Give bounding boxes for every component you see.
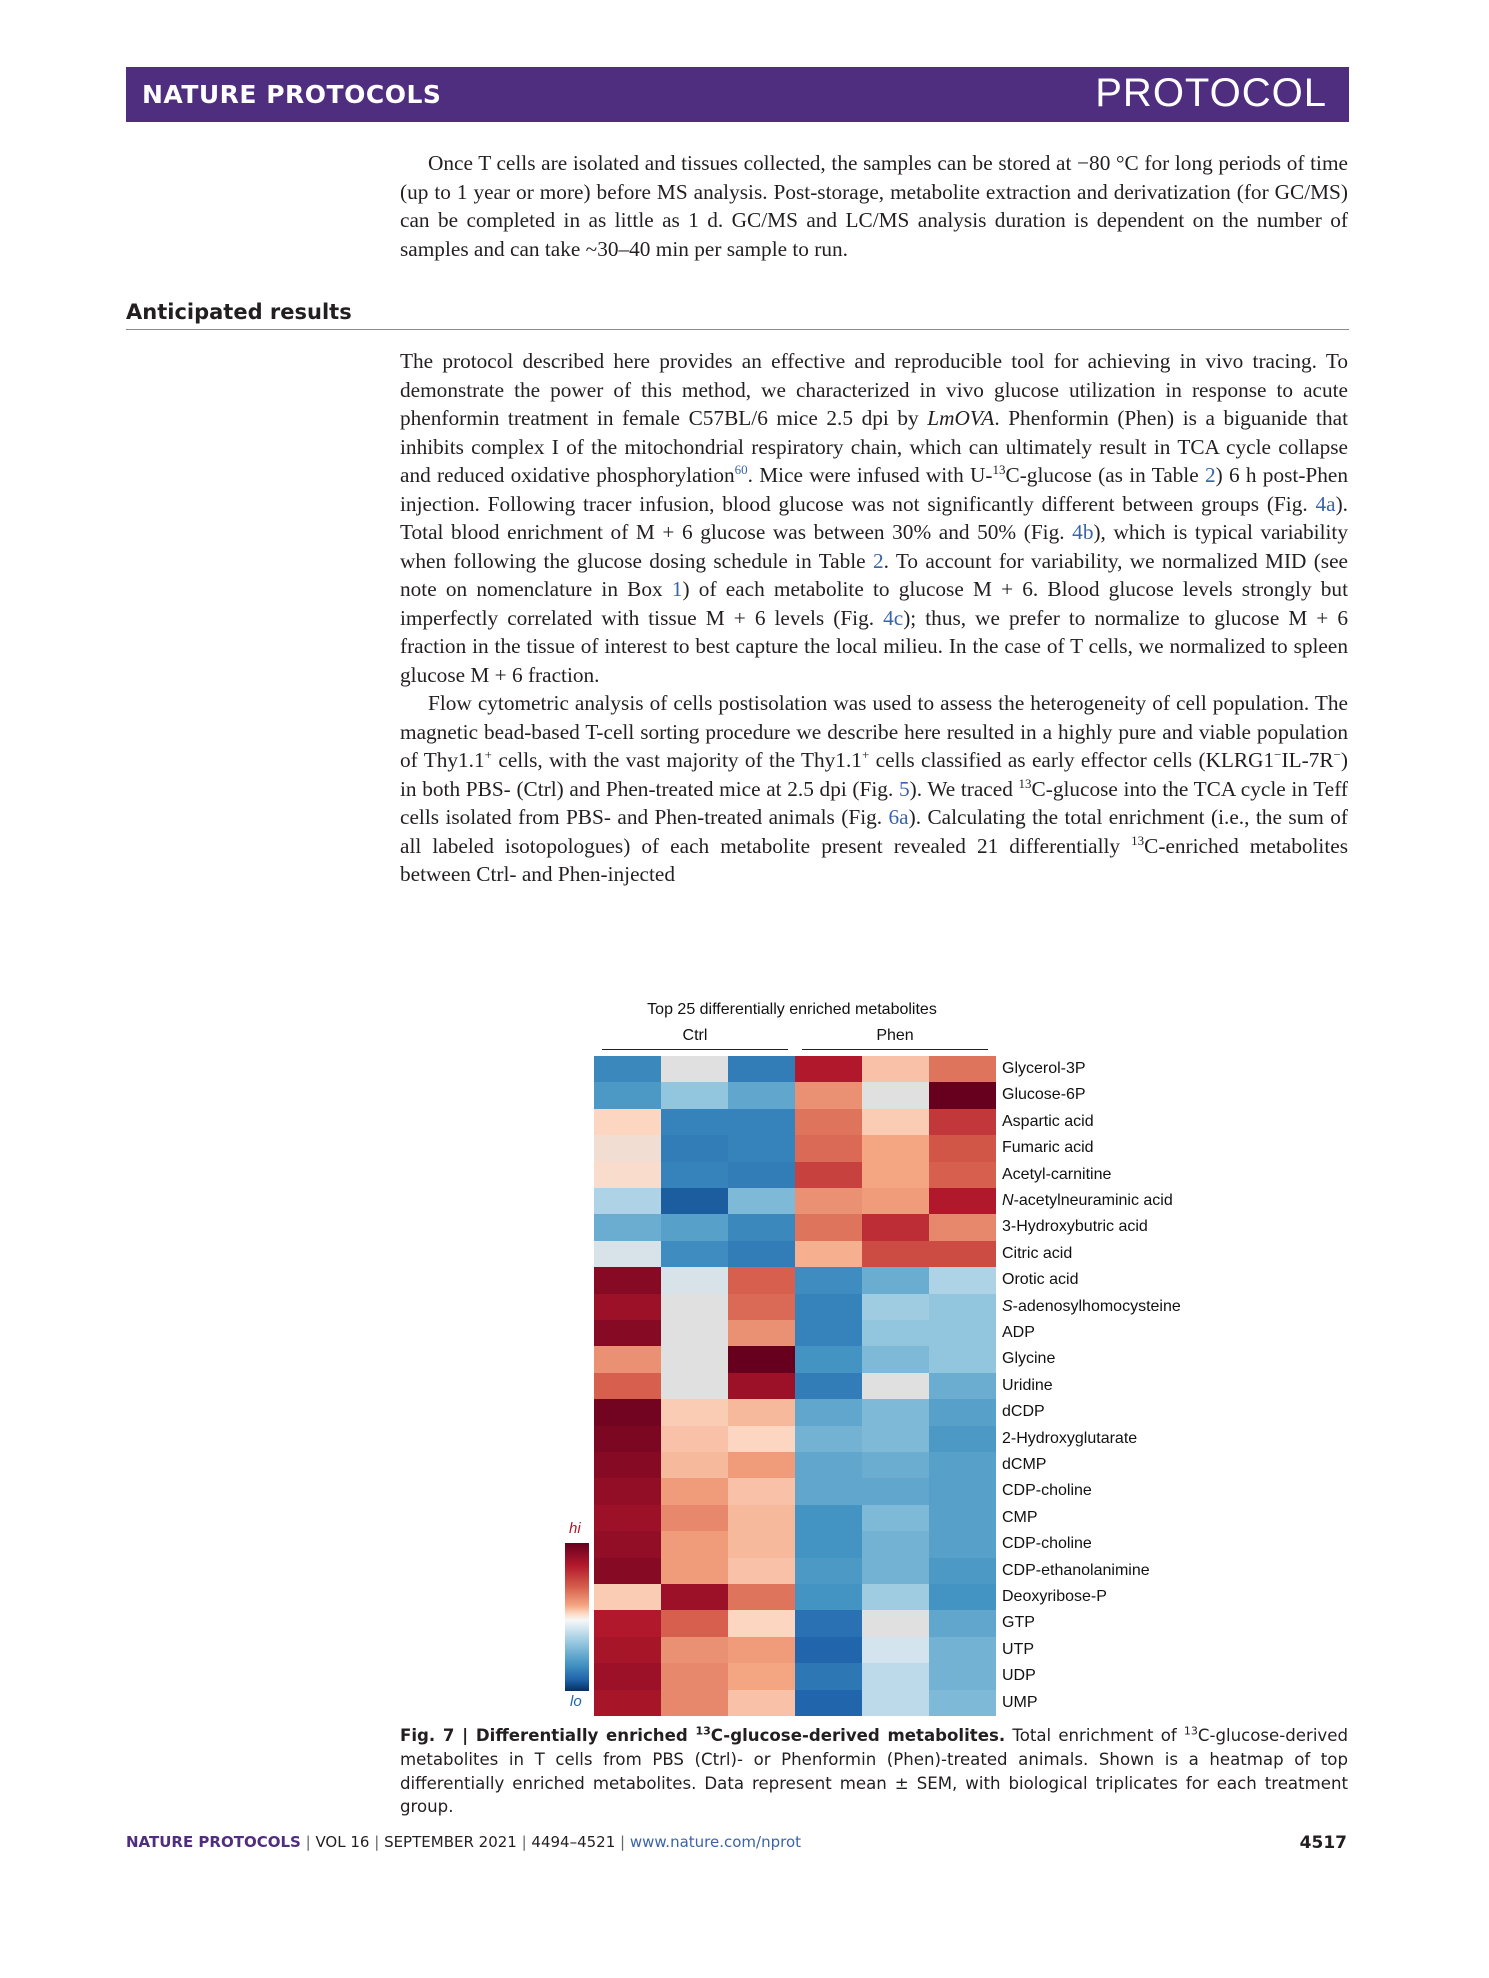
heatmap-cell bbox=[795, 1294, 862, 1320]
heatmap-cell bbox=[795, 1426, 862, 1452]
heatmap-cell bbox=[594, 1294, 661, 1320]
heatmap-cell bbox=[795, 1346, 862, 1372]
heatmap-cell bbox=[862, 1373, 929, 1399]
heatmap-cell bbox=[929, 1346, 996, 1372]
heatmap-cell bbox=[728, 1214, 795, 1240]
intro-paragraph: Once T cells are isolated and tissues collected, the samples can be stored at −80 °C for long periods of time (up to 1 year or more) before MS analysis. Post-storage, metabolite extraction and derivatization (for GC/MS) can be completed in as little as 1 d. GC/MS and LC/MS analysis duration is dependent on the number of samples and can take ~30–40 min per sample to run. bbox=[400, 151, 1348, 261]
heatmap-cell bbox=[661, 1162, 728, 1188]
heatmap-cell bbox=[862, 1135, 929, 1161]
heatmap-row-label: Glucose-6P bbox=[1002, 1086, 1086, 1104]
heatmap-row-label: 2-Hydroxyglutarate bbox=[1002, 1429, 1138, 1447]
heatmap-cell bbox=[594, 1188, 661, 1214]
heatmap-cell bbox=[862, 1320, 929, 1346]
group-label-ctrl: Ctrl bbox=[682, 1027, 708, 1044]
heatmap-cell bbox=[862, 1505, 929, 1531]
heatmap-cell bbox=[862, 1346, 929, 1372]
heatmap-row-label: Deoxyribose-P bbox=[1002, 1588, 1107, 1605]
heatmap-cell bbox=[661, 1663, 728, 1689]
heatmap-cell bbox=[661, 1399, 728, 1425]
heatmap-cell bbox=[929, 1320, 996, 1346]
heatmap-cell bbox=[795, 1505, 862, 1531]
fig-5-link[interactable]: 5 bbox=[898, 776, 910, 801]
heatmap-cell bbox=[661, 1267, 728, 1293]
heatmap-cell bbox=[795, 1584, 862, 1610]
heatmap-cell bbox=[594, 1690, 661, 1716]
heatmap-cell bbox=[661, 1241, 728, 1267]
heatmap-cell bbox=[661, 1531, 728, 1557]
journal-header bbox=[126, 67, 1349, 122]
heatmap-cell bbox=[929, 1426, 996, 1452]
box-1-link[interactable]: 1 bbox=[671, 577, 683, 601]
heatmap-cell bbox=[929, 1584, 996, 1610]
heatmap-cell bbox=[862, 1558, 929, 1584]
heatmap-cell bbox=[728, 1241, 795, 1267]
heatmap-cell bbox=[728, 1531, 795, 1557]
heatmap-cell bbox=[929, 1690, 996, 1716]
heatmap-cell bbox=[862, 1109, 929, 1135]
heatmap-row-label: N-acetylneuraminic acid bbox=[1002, 1192, 1173, 1209]
heatmap-cell bbox=[795, 1690, 862, 1716]
heatmap-cell bbox=[728, 1320, 795, 1346]
heatmap-cell bbox=[929, 1478, 996, 1504]
heatmap-cell bbox=[795, 1082, 862, 1108]
heatmap-cell bbox=[862, 1663, 929, 1689]
heatmap-cell bbox=[594, 1056, 661, 1082]
heatmap-cell bbox=[728, 1294, 795, 1320]
heatmap-cell bbox=[862, 1426, 929, 1452]
heatmap-cell bbox=[728, 1478, 795, 1504]
heatmap-cell bbox=[929, 1241, 996, 1267]
heatmap-cell bbox=[661, 1135, 728, 1161]
heatmap-cell bbox=[594, 1610, 661, 1636]
heatmap-cell bbox=[728, 1162, 795, 1188]
section-divider bbox=[126, 329, 1349, 330]
heatmap-cell bbox=[594, 1399, 661, 1425]
heatmap-row-label: dCMP bbox=[1002, 1456, 1047, 1473]
heatmap-cell bbox=[594, 1663, 661, 1689]
heatmap-row-label: UMP bbox=[1002, 1693, 1038, 1711]
heatmap-cell bbox=[661, 1346, 728, 1372]
footer-url[interactable]: www.nature.com/nprot bbox=[629, 1833, 802, 1851]
heatmap-cell bbox=[929, 1637, 996, 1663]
heatmap-cell bbox=[594, 1346, 661, 1372]
heatmap-cell bbox=[661, 1452, 728, 1478]
heatmap-row-label: GTP bbox=[1002, 1614, 1035, 1632]
heatmap-cell bbox=[728, 1584, 795, 1610]
heatmap-cell bbox=[795, 1109, 862, 1135]
heatmap-cell bbox=[862, 1294, 929, 1320]
heatmap-cell bbox=[728, 1452, 795, 1478]
heatmap-cell bbox=[929, 1162, 996, 1188]
heatmap-cell bbox=[929, 1373, 996, 1399]
heatmap-cell bbox=[862, 1082, 929, 1108]
heatmap-cell bbox=[862, 1056, 929, 1082]
heatmap-cell bbox=[594, 1267, 661, 1293]
heatmap-cell bbox=[929, 1267, 996, 1293]
group-label-phen: Phen bbox=[876, 1027, 914, 1044]
results-paragraph-1: The protocol described here provides an effective and reproducible tool for achieving in vivo tracing. To demonstrate the power of this method, we characterized in vivo glucose utilization in response to acute phenformin treatment in female C57BL/6 mice 2.5 dpi by LmOVA. Phenformin (Phen) is a biguanide that inhibits complex I of the mitochondrial respiratory chain, which can ultimately result in TCA cycle collapse and reduced oxidative phosphorylation$^{60}$. Mice were infused with U-$^{13}$C-glucose (as in Table 2) 6 h post-Phen injection. Following tracer infusion, blood glucose was not significantly different between groups (Fig. 4a). Total blood enrichment of M + 6 glucose was between 30% and 50% (Fig. 4b), which is typical variability when following the glucose dosing schedule in Table 2. To account for variability, we normalized MID (see note on nomenclature in Box 1) of each metabolite to glucose M + 6. Blood glucose levels strongly but imperfectly correlated with tissue M + 6 levels (Fig. 4c); thus, we prefer to normalize to glucose M + 6 fraction in the tissue of interest to best capture the local milieu. In the case of T cells, we normalized to spleen glucose M + 6 fraction. bbox=[400, 349, 1349, 687]
heatmap-cell bbox=[929, 1531, 996, 1557]
heatmap-cell bbox=[594, 1531, 661, 1557]
heatmap-cell bbox=[728, 1109, 795, 1135]
heatmap-cell bbox=[661, 1637, 728, 1663]
heatmap-cell bbox=[795, 1214, 862, 1240]
heatmap-cell bbox=[862, 1162, 929, 1188]
heatmap-cell bbox=[728, 1558, 795, 1584]
heatmap-cell bbox=[929, 1663, 996, 1689]
heatmap-cell bbox=[795, 1241, 862, 1267]
heatmap-cell bbox=[661, 1109, 728, 1135]
heatmap-cell bbox=[795, 1399, 862, 1425]
heatmap-cell bbox=[862, 1214, 929, 1240]
heatmap-cell bbox=[728, 1637, 795, 1663]
heatmap-cell bbox=[862, 1399, 929, 1425]
heatmap-cell bbox=[728, 1373, 795, 1399]
heatmap-cell bbox=[661, 1690, 728, 1716]
heatmap-cell bbox=[795, 1610, 862, 1636]
fig-4a-link[interactable]: 4a bbox=[1315, 491, 1336, 516]
heatmap-cell bbox=[661, 1294, 728, 1320]
heatmap-row-label: 3-Hydroxybutric acid bbox=[1002, 1218, 1148, 1236]
heatmap-cell bbox=[929, 1452, 996, 1478]
heatmap-cell bbox=[594, 1505, 661, 1531]
heatmap-cell bbox=[862, 1188, 929, 1214]
section-heading: Anticipated results bbox=[126, 300, 352, 324]
heatmap-cell bbox=[661, 1610, 728, 1636]
heatmap-cell bbox=[728, 1610, 795, 1636]
article-type: PROTOCOL bbox=[1095, 71, 1327, 115]
heatmap-row-label: CDP-choline bbox=[1002, 1482, 1092, 1500]
heatmap-cell bbox=[795, 1135, 862, 1161]
heatmap-cell bbox=[728, 1082, 795, 1108]
heatmap-cell bbox=[862, 1610, 929, 1636]
intro-paragraph-block bbox=[400, 149, 1348, 263]
heatmap-cell bbox=[661, 1505, 728, 1531]
heatmap-cell bbox=[594, 1373, 661, 1399]
heatmap-cell bbox=[661, 1082, 728, 1108]
heatmap-cell bbox=[862, 1637, 929, 1663]
heatmap-cell bbox=[795, 1558, 862, 1584]
heatmap-cell bbox=[728, 1426, 795, 1452]
heatmap-cell bbox=[594, 1558, 661, 1584]
heatmap-cell bbox=[862, 1452, 929, 1478]
footer-volume: VOL 16 bbox=[315, 1833, 370, 1851]
heatmap-row-label: UDP bbox=[1002, 1667, 1036, 1685]
page-footer: NATURE PROTOCOLS | VOL 16 | SEPTEMBER 2021 | 4494–4521 | www.nature.com/nprot 4517 bbox=[126, 1833, 1347, 1853]
footer-pages: 4494–4521 bbox=[531, 1833, 616, 1851]
heatmap-cell bbox=[862, 1584, 929, 1610]
group-bracket-phen bbox=[802, 1049, 988, 1050]
heatmap-cell bbox=[795, 1056, 862, 1082]
page-number: 4517 bbox=[1299, 1833, 1347, 1853]
heatmap-cell bbox=[929, 1294, 996, 1320]
heatmap-row-label: S-adenosylhomocysteine bbox=[1002, 1297, 1181, 1315]
heatmap-cell bbox=[862, 1241, 929, 1267]
heatmap-cell bbox=[661, 1558, 728, 1584]
heatmap-row-label: CMP bbox=[1002, 1508, 1038, 1526]
heatmap-cell bbox=[661, 1584, 728, 1610]
journal-name: NATURE PROTOCOLS bbox=[142, 80, 442, 109]
heatmap-cell bbox=[795, 1478, 862, 1504]
heatmap-cell bbox=[661, 1056, 728, 1082]
group-bracket-ctrl bbox=[602, 1049, 788, 1050]
heatmap-cell bbox=[728, 1399, 795, 1425]
heatmap-cell bbox=[594, 1478, 661, 1504]
color-scale-legend bbox=[565, 1543, 589, 1691]
table-2-link[interactable]: 2 bbox=[1204, 463, 1216, 487]
heatmap-cell bbox=[862, 1531, 929, 1557]
heatmap-cell bbox=[795, 1267, 862, 1293]
heatmap-cell bbox=[795, 1188, 862, 1214]
heatmap-row-label: Fumaric acid bbox=[1002, 1139, 1094, 1157]
heatmap-cell bbox=[661, 1373, 728, 1399]
heatmap-row-label: Orotic acid bbox=[1002, 1271, 1079, 1289]
heatmap-cell bbox=[594, 1637, 661, 1663]
fig-6a-link[interactable]: 6a bbox=[888, 805, 909, 829]
heatmap-cell bbox=[862, 1690, 929, 1716]
heatmap-cell bbox=[795, 1162, 862, 1188]
heatmap-cell bbox=[795, 1531, 862, 1557]
heatmap-cell bbox=[594, 1426, 661, 1452]
heatmap-cell bbox=[594, 1082, 661, 1108]
heatmap-row-label: ADP bbox=[1002, 1324, 1035, 1341]
footer-journal: NATURE PROTOCOLS bbox=[126, 1833, 301, 1851]
heatmap-cell bbox=[661, 1426, 728, 1452]
heatmap-cell bbox=[862, 1478, 929, 1504]
heatmap-cell bbox=[728, 1346, 795, 1372]
fig-4b-link[interactable]: 4b bbox=[1072, 520, 1094, 544]
heatmap-row-label: Glycine bbox=[1002, 1350, 1056, 1368]
heatmap-cell bbox=[795, 1373, 862, 1399]
heatmap-row-label: Citric acid bbox=[1002, 1244, 1073, 1262]
legend-low-label: lo bbox=[570, 1693, 582, 1710]
table-2-link-2[interactable]: 2 bbox=[872, 548, 884, 573]
heatmap-cell bbox=[728, 1267, 795, 1293]
heatmap-row-label: Glycerol-3P bbox=[1002, 1060, 1086, 1077]
heatmap-row-label: UTP bbox=[1002, 1640, 1034, 1658]
heatmap-cell bbox=[594, 1162, 661, 1188]
heatmap-row-label: Uridine bbox=[1002, 1376, 1053, 1394]
heatmap-cell bbox=[795, 1452, 862, 1478]
heatmap-cell bbox=[929, 1188, 996, 1214]
heatmap-cell bbox=[929, 1399, 996, 1425]
heatmap-cell bbox=[728, 1505, 795, 1531]
heatmap-title: Top 25 differentially enriched metabolites bbox=[647, 1001, 937, 1018]
heatmap-cell bbox=[929, 1082, 996, 1108]
heatmap-cell bbox=[929, 1056, 996, 1082]
results-paragraph-2: Flow cytometric analysis of cells postisolation was used to assess the heterogeneity of cell population. The magnetic bead-based T-cell sorting procedure we describe here resulted in a highly pure and viable population of Thy1.1+ cells, with the vast majority of the Thy1.1+ cells classified as early effector cells (KLRG1−IL-7R−) in both PBS- (Ctrl) and Phen-treated mice at 2.5 dpi (Fig. 5). We traced $^{13}$C-glucose into the TCA cycle in Teff cells isolated from PBS- and Phen-treated animals (Fig. 6a). Calculating the total enrichment (i.e., the sum of all labeled isotopologues) of each metabolite present revealed 21 differentially $^{13}$C-enriched metabolites between Ctrl- and Phen-injected bbox=[400, 691, 1348, 886]
heatmap-cell bbox=[594, 1214, 661, 1240]
legend-high-label: hi bbox=[569, 1520, 581, 1537]
heatmap-cell bbox=[594, 1452, 661, 1478]
heatmap-cell bbox=[594, 1109, 661, 1135]
heatmap-cell bbox=[862, 1267, 929, 1293]
heatmap-cell bbox=[661, 1214, 728, 1240]
heatmap-cell bbox=[594, 1320, 661, 1346]
reference-60[interactable]: 60 bbox=[734, 461, 748, 477]
heatmap-cell bbox=[661, 1188, 728, 1214]
heatmap-cell bbox=[594, 1241, 661, 1267]
fig-4c-link[interactable]: 4c bbox=[883, 605, 904, 630]
footer-date: SEPTEMBER 2021 bbox=[384, 1833, 517, 1851]
heatmap-cell bbox=[929, 1214, 996, 1240]
heatmap-cell bbox=[728, 1056, 795, 1082]
heatmap-row-label: Aspartic acid bbox=[1002, 1112, 1094, 1130]
heatmap-cell bbox=[728, 1188, 795, 1214]
figure-caption: Fig. 7 | Differentially enriched $^{13}$C-glucose-derived metabolites. Total enrichment of $^{13}$C-glucose-derived metabolites in T cells from PBS (Ctrl)- or Phenformin (Phen)-treated animals. Shown is a heatmap of top differentially enriched metabolites. Data represent mean ± SEM, with biological triplicates for each treatment group. bbox=[400, 1724, 1348, 1817]
heatmap-cell bbox=[929, 1135, 996, 1161]
heatmap-row-label: CDP-choline bbox=[1002, 1535, 1092, 1553]
heatmap-cell bbox=[594, 1584, 661, 1610]
heatmap-cell bbox=[795, 1320, 862, 1346]
heatmap-cell bbox=[728, 1690, 795, 1716]
heatmap-cell bbox=[795, 1663, 862, 1689]
heatmap-cell bbox=[728, 1663, 795, 1689]
heatmap-row-label: CDP-ethanolanimine bbox=[1002, 1561, 1150, 1579]
heatmap-cell bbox=[929, 1109, 996, 1135]
heatmap-cell bbox=[795, 1637, 862, 1663]
heatmap-cell bbox=[594, 1135, 661, 1161]
heatmap-cell bbox=[728, 1135, 795, 1161]
heatmap-row-label: Acetyl-carnitine bbox=[1002, 1165, 1112, 1183]
heatmap-cell bbox=[929, 1610, 996, 1636]
heatmap-row-label: dCDP bbox=[1002, 1403, 1045, 1421]
heatmap-cell bbox=[929, 1505, 996, 1531]
heatmap-cell bbox=[929, 1558, 996, 1584]
heatmap-cell bbox=[661, 1320, 728, 1346]
results-text bbox=[400, 347, 1348, 889]
heatmap-cell bbox=[661, 1478, 728, 1504]
